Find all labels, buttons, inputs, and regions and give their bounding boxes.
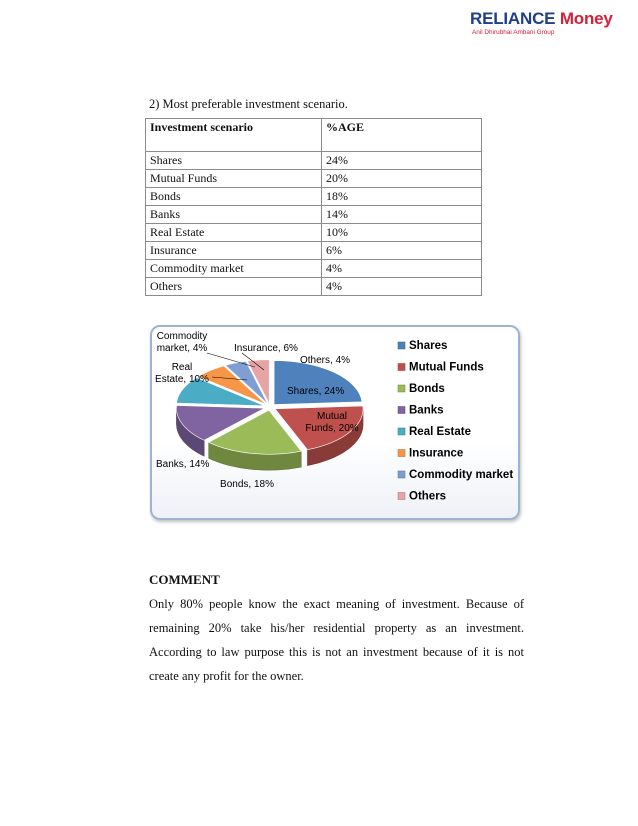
table-cell: 18% [322,188,482,206]
pie-slice-shares [274,361,362,405]
table-row [146,260,482,278]
legend-swatch [398,364,405,371]
table-cell: 20% [322,170,482,188]
legend-swatch [398,385,405,392]
pie-chart [150,325,520,520]
legend-entry: Mutual Funds [409,361,484,374]
table-cell: Shares [146,152,322,170]
logo-wordmark: RELIANCE Money [470,9,613,28]
column-header: Investment scenario [146,119,322,152]
pie-data-label: Real Estate, 10% [155,362,209,385]
investment-table [145,118,482,296]
pie-data-label: Banks, 14% [156,459,210,470]
reliance-money-logo [470,9,613,44]
table-cell: Insurance [146,242,322,260]
legend-swatch [398,493,405,500]
legend-entry: Others [409,490,447,503]
pie-data-label: Insurance, 6% [234,343,298,354]
table-cell: Commodity market [146,260,322,278]
table-cell: 14% [322,206,482,224]
table-row [146,242,482,260]
pie-data-label: Others, 4% [300,355,351,366]
table-cell: 4% [322,260,482,278]
table-row [146,170,482,188]
table-header-row [146,119,482,152]
table-row [146,224,482,242]
table-cell: 24% [322,152,482,170]
legend-entry: Insurance [409,447,464,460]
table-cell: 6% [322,242,482,260]
table-cell: 10% [322,224,482,242]
legend-swatch [398,342,405,349]
table-row [146,206,482,224]
table-cell: Mutual Funds [146,170,322,188]
legend-swatch [398,428,405,435]
table-row [146,188,482,206]
table-cell: Banks [146,206,322,224]
table-cell: 4% [322,278,482,296]
pie-legend [398,340,513,503]
legend-swatch [398,471,405,478]
legend-entry: Bonds [409,383,445,395]
pie-data-label: Mutual Funds, 20% [305,411,359,434]
section-heading: 2) Most preferable investment scenario. [149,97,348,111]
pie-data-label: Bonds, 18% [220,479,274,490]
legend-swatch [398,407,405,414]
legend-entry: Shares [409,340,448,352]
pie-chart-canvas [152,327,518,518]
column-header: %AGE [322,119,482,152]
table-row [146,278,482,296]
comment-title: COMMENT [149,572,220,587]
pie-data-label: Commodity market, 4% [156,331,208,354]
table-cell: Real Estate [146,224,322,242]
comment-body: Only 80% people know the exact meaning of investment. Because of remaining 20% take his/her residential property as an investment. According to law purpose this is not an investment because of it is not create any profit for the owner. [149,597,524,683]
pie-data-label: Shares, 24% [287,386,345,397]
logo-tagline: Anil Dhirubhai Ambani Group [472,29,555,36]
table-cell: Bonds [146,188,322,206]
legend-entry: Real Estate [409,426,472,438]
table-cell: Others [146,278,322,296]
legend-entry: Commodity market [409,469,514,481]
legend-swatch [398,450,405,457]
legend-entry: Banks [409,404,444,417]
table-row [146,152,482,170]
